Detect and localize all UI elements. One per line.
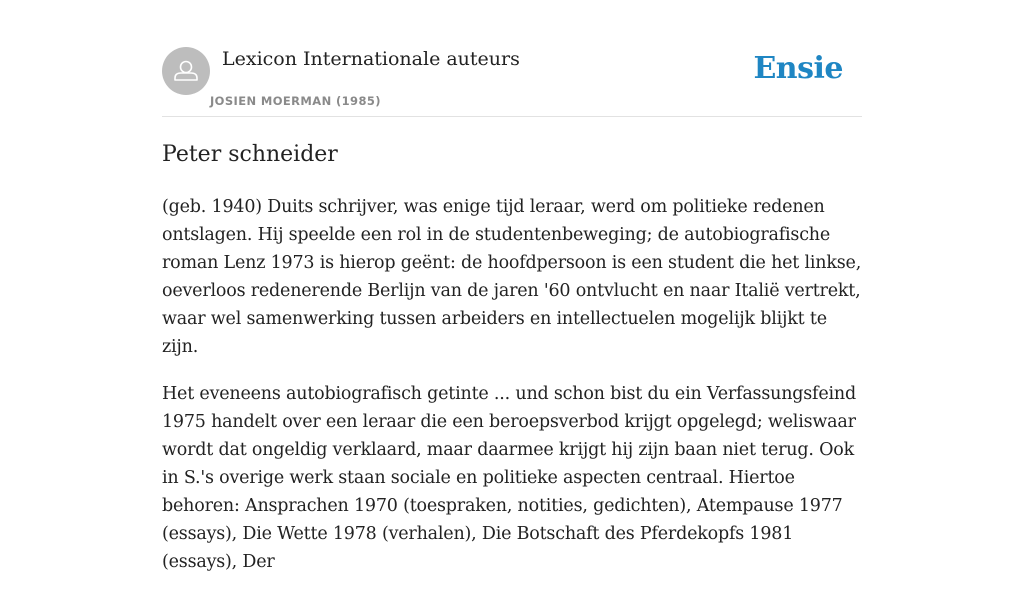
page xyxy=(162,0,862,572)
lexicon-title[interactable]: Lexicon Internationale auteurs xyxy=(222,48,520,70)
entry-paragraph: (geb. 1940) Duits schrijver, was enige tijd leraar, werd om politieke redenen ontslagen. Hij speelde een rol in de studentenbeweging; de autobiografische roman Lenz 1973 is hierop geënt: de hoofdpersoon is een student die het linkse, oeverloos redenerende Berlijn van de jaren '60 ontvlucht en naar Italië vertrekt, waar wel samenwerking tussen arbeiders en intellectuelen mogelijk blijkt te zijn. xyxy=(162,197,862,357)
user-icon xyxy=(162,47,210,95)
entry-header xyxy=(162,0,862,117)
ensie-logo[interactable]: Ensie xyxy=(753,51,843,86)
author-byline[interactable]: JOSIEN MOERMAN (1985) xyxy=(210,94,381,108)
entry-title: Peter schneider xyxy=(162,142,338,167)
avatar[interactable] xyxy=(162,47,210,95)
entry-content xyxy=(162,193,862,595)
entry-paragraph: Het eveneens autobiografisch getinte ... und schon bist du ein Verfassungsfeind 1975 handelt over een leraar die een beroepsverbod krijgt opgelegd; weliswaar wordt dat ongeldig verklaard, maar daarmee krijgt hij zijn baan niet terug. Ook in S.'s overige werk staan sociale en politieke aspecten centraal. Hiertoe behoren: Ansprachen 1970 (toespraken, notities, gedichten), Atempause 1977 (essays), Die Wette 1978 (verhalen), Die Botschaft des Pferdekopfs 1981 (essays), Der xyxy=(162,384,856,572)
